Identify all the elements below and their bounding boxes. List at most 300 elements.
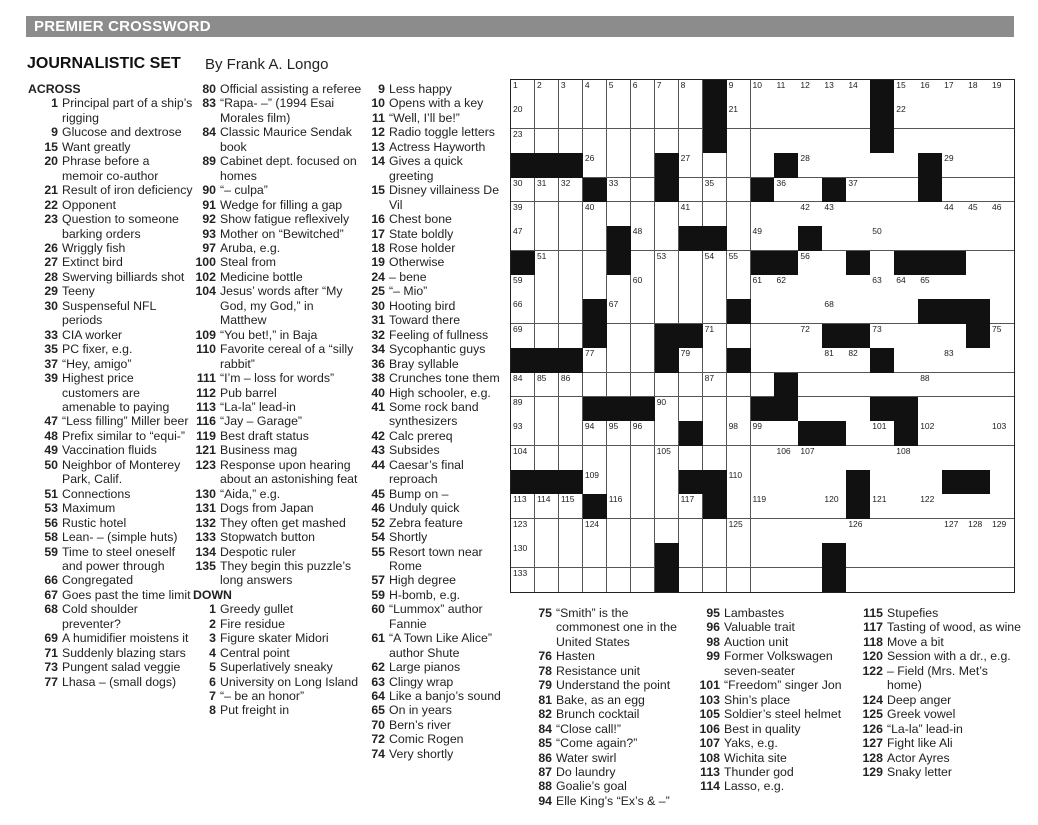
clue[interactable]: [193, 617, 363, 631]
grid-cell[interactable]: [990, 251, 1014, 276]
grid-cell[interactable]: [511, 178, 535, 203]
grid-cell[interactable]: [703, 397, 727, 422]
grid-cell[interactable]: [990, 494, 1014, 519]
grid-cell[interactable]: [679, 373, 703, 398]
grid-cell[interactable]: [990, 129, 1014, 154]
grid-cell[interactable]: [846, 568, 870, 592]
grid-cell[interactable]: [631, 519, 655, 544]
grid-cell[interactable]: [607, 153, 631, 178]
grid-cell[interactable]: [559, 421, 583, 446]
grid-cell[interactable]: [511, 226, 535, 251]
clue[interactable]: [193, 154, 363, 183]
grid-cell[interactable]: [990, 397, 1014, 422]
clue[interactable]: [692, 620, 857, 634]
grid-cell[interactable]: [774, 275, 798, 300]
clue[interactable]: [360, 342, 510, 356]
clue[interactable]: [856, 765, 1021, 779]
grid-cell[interactable]: [774, 226, 798, 251]
grid-cell[interactable]: [703, 446, 727, 471]
grid-cell[interactable]: [846, 104, 870, 129]
clue[interactable]: [28, 357, 193, 371]
grid-cell[interactable]: [918, 275, 942, 300]
clue[interactable]: [193, 689, 363, 703]
grid-cell[interactable]: [655, 470, 679, 495]
clue[interactable]: [692, 635, 857, 649]
grid-cell[interactable]: [822, 446, 846, 471]
grid-cell[interactable]: [918, 470, 942, 495]
grid-cell[interactable]: [966, 348, 990, 373]
grid-cell[interactable]: [870, 494, 894, 519]
clue[interactable]: [28, 140, 193, 154]
grid-cell[interactable]: [774, 178, 798, 203]
grid-cell[interactable]: [822, 153, 846, 178]
grid-cell[interactable]: [511, 324, 535, 349]
grid-cell[interactable]: [966, 153, 990, 178]
grid-cell[interactable]: [535, 80, 559, 105]
grid-cell[interactable]: [511, 80, 535, 105]
grid-cell[interactable]: [511, 397, 535, 422]
grid-cell[interactable]: [822, 226, 846, 251]
clue[interactable]: [193, 198, 363, 212]
grid-cell[interactable]: [583, 470, 607, 495]
clue[interactable]: [28, 660, 193, 674]
grid-cell[interactable]: [751, 348, 775, 373]
grid-cell[interactable]: [559, 568, 583, 592]
clue[interactable]: [520, 707, 695, 721]
crossword-grid[interactable]: [510, 79, 1015, 593]
grid-cell[interactable]: [966, 446, 990, 471]
clue[interactable]: [360, 675, 510, 689]
grid-cell[interactable]: [535, 226, 559, 251]
grid-cell[interactable]: [679, 568, 703, 592]
grid-cell[interactable]: [751, 153, 775, 178]
grid-cell[interactable]: [942, 568, 966, 592]
clue[interactable]: [360, 602, 510, 631]
grid-cell[interactable]: [894, 470, 918, 495]
clue[interactable]: [360, 96, 510, 110]
clue[interactable]: [692, 736, 857, 750]
clue[interactable]: [28, 414, 193, 428]
clue[interactable]: [193, 386, 363, 400]
grid-cell[interactable]: [942, 373, 966, 398]
clue[interactable]: [520, 649, 695, 663]
grid-cell[interactable]: [774, 299, 798, 324]
grid-cell[interactable]: [942, 226, 966, 251]
grid-cell[interactable]: [846, 446, 870, 471]
grid-cell[interactable]: [822, 275, 846, 300]
grid-cell[interactable]: [703, 202, 727, 227]
grid-cell[interactable]: [918, 324, 942, 349]
grid-cell[interactable]: [942, 397, 966, 422]
clue[interactable]: [360, 357, 510, 371]
grid-cell[interactable]: [655, 129, 679, 154]
grid-cell[interactable]: [727, 202, 751, 227]
clue[interactable]: [28, 270, 193, 284]
clue[interactable]: [692, 779, 857, 793]
grid-cell[interactable]: [870, 470, 894, 495]
grid-cell[interactable]: [727, 470, 751, 495]
grid-cell[interactable]: [679, 153, 703, 178]
clue[interactable]: [520, 736, 695, 750]
grid-cell[interactable]: [798, 80, 822, 105]
grid-cell[interactable]: [583, 202, 607, 227]
grid-cell[interactable]: [942, 80, 966, 105]
grid-cell[interactable]: [870, 226, 894, 251]
grid-cell[interactable]: [846, 421, 870, 446]
clue[interactable]: [360, 516, 510, 530]
grid-cell[interactable]: [966, 226, 990, 251]
clue[interactable]: [28, 241, 193, 255]
grid-cell[interactable]: [631, 543, 655, 568]
clue[interactable]: [28, 631, 193, 645]
clue[interactable]: [28, 429, 193, 443]
clue[interactable]: [28, 545, 193, 574]
grid-cell[interactable]: [727, 129, 751, 154]
clue[interactable]: [193, 631, 363, 645]
grid-cell[interactable]: [607, 299, 631, 324]
grid-cell[interactable]: [655, 421, 679, 446]
grid-cell[interactable]: [798, 519, 822, 544]
grid-cell[interactable]: [798, 129, 822, 154]
clue[interactable]: [360, 212, 510, 226]
clue[interactable]: [193, 429, 363, 443]
grid-cell[interactable]: [703, 519, 727, 544]
grid-cell[interactable]: [511, 299, 535, 324]
grid-cell[interactable]: [918, 568, 942, 592]
grid-cell[interactable]: [990, 104, 1014, 129]
clue[interactable]: [193, 328, 363, 342]
grid-cell[interactable]: [774, 543, 798, 568]
grid-cell[interactable]: [679, 129, 703, 154]
grid-cell[interactable]: [631, 470, 655, 495]
grid-cell[interactable]: [607, 470, 631, 495]
clue[interactable]: [360, 588, 510, 602]
clue[interactable]: [520, 678, 695, 692]
grid-cell[interactable]: [918, 348, 942, 373]
grid-cell[interactable]: [798, 397, 822, 422]
clue[interactable]: [193, 660, 363, 674]
grid-cell[interactable]: [583, 104, 607, 129]
clue[interactable]: [28, 675, 193, 689]
grid-cell[interactable]: [751, 275, 775, 300]
grid-cell[interactable]: [607, 446, 631, 471]
grid-cell[interactable]: [894, 373, 918, 398]
grid-cell[interactable]: [679, 397, 703, 422]
grid-cell[interactable]: [798, 104, 822, 129]
grid-cell[interactable]: [511, 494, 535, 519]
clue[interactable]: [520, 722, 695, 736]
grid-cell[interactable]: [822, 494, 846, 519]
clue[interactable]: [28, 602, 193, 631]
grid-cell[interactable]: [751, 421, 775, 446]
grid-cell[interactable]: [990, 373, 1014, 398]
clue[interactable]: [193, 212, 363, 226]
clue[interactable]: [28, 342, 193, 356]
grid-cell[interactable]: [798, 446, 822, 471]
clue[interactable]: [692, 678, 857, 692]
grid-cell[interactable]: [727, 178, 751, 203]
grid-cell[interactable]: [655, 494, 679, 519]
grid-cell[interactable]: [751, 104, 775, 129]
grid-cell[interactable]: [655, 373, 679, 398]
clue[interactable]: [360, 82, 510, 96]
grid-cell[interactable]: [703, 568, 727, 592]
grid-cell[interactable]: [535, 397, 559, 422]
grid-cell[interactable]: [918, 373, 942, 398]
grid-cell[interactable]: [727, 251, 751, 276]
clue[interactable]: [28, 183, 193, 197]
grid-cell[interactable]: [751, 129, 775, 154]
grid-cell[interactable]: [679, 543, 703, 568]
grid-cell[interactable]: [703, 153, 727, 178]
grid-cell[interactable]: [846, 129, 870, 154]
grid-cell[interactable]: [966, 129, 990, 154]
grid-cell[interactable]: [703, 348, 727, 373]
grid-cell[interactable]: [942, 543, 966, 568]
grid-cell[interactable]: [631, 129, 655, 154]
clue[interactable]: [856, 736, 1021, 750]
clue[interactable]: [692, 722, 857, 736]
grid-cell[interactable]: [798, 202, 822, 227]
grid-cell[interactable]: [942, 348, 966, 373]
clue[interactable]: [28, 501, 193, 515]
grid-cell[interactable]: [703, 543, 727, 568]
grid-cell[interactable]: [727, 446, 751, 471]
clue[interactable]: [360, 371, 510, 385]
grid-cell[interactable]: [942, 494, 966, 519]
grid-cell[interactable]: [511, 446, 535, 471]
clue[interactable]: [856, 635, 1021, 649]
clue[interactable]: [28, 371, 193, 414]
clue[interactable]: [193, 414, 363, 428]
grid-cell[interactable]: [798, 153, 822, 178]
grid-cell[interactable]: [727, 80, 751, 105]
grid-cell[interactable]: [894, 104, 918, 129]
clue[interactable]: [856, 606, 1021, 620]
clue[interactable]: [28, 588, 193, 602]
grid-cell[interactable]: [990, 153, 1014, 178]
clue[interactable]: [193, 125, 363, 154]
clue[interactable]: [360, 270, 510, 284]
grid-cell[interactable]: [559, 251, 583, 276]
clue[interactable]: [360, 400, 510, 429]
clue[interactable]: [28, 96, 193, 125]
clue[interactable]: [360, 732, 510, 746]
grid-cell[interactable]: [631, 202, 655, 227]
clue[interactable]: [692, 751, 857, 765]
grid-cell[interactable]: [583, 543, 607, 568]
grid-cell[interactable]: [870, 251, 894, 276]
clue[interactable]: [360, 154, 510, 183]
grid-cell[interactable]: [774, 324, 798, 349]
grid-cell[interactable]: [535, 251, 559, 276]
clue[interactable]: [193, 501, 363, 515]
grid-cell[interactable]: [894, 178, 918, 203]
clue[interactable]: [193, 516, 363, 530]
grid-cell[interactable]: [511, 373, 535, 398]
grid-cell[interactable]: [942, 153, 966, 178]
grid-cell[interactable]: [822, 202, 846, 227]
grid-cell[interactable]: [535, 421, 559, 446]
grid-cell[interactable]: [822, 299, 846, 324]
grid-cell[interactable]: [559, 202, 583, 227]
grid-cell[interactable]: [798, 470, 822, 495]
clue[interactable]: [360, 545, 510, 574]
grid-cell[interactable]: [535, 324, 559, 349]
grid-cell[interactable]: [942, 129, 966, 154]
grid-cell[interactable]: [918, 80, 942, 105]
grid-cell[interactable]: [751, 494, 775, 519]
grid-cell[interactable]: [822, 519, 846, 544]
clue[interactable]: [360, 241, 510, 255]
grid-cell[interactable]: [655, 202, 679, 227]
grid-cell[interactable]: [727, 494, 751, 519]
grid-cell[interactable]: [918, 397, 942, 422]
grid-cell[interactable]: [679, 519, 703, 544]
grid-cell[interactable]: [798, 178, 822, 203]
grid-cell[interactable]: [559, 543, 583, 568]
grid-cell[interactable]: [870, 299, 894, 324]
grid-cell[interactable]: [966, 178, 990, 203]
grid-cell[interactable]: [774, 470, 798, 495]
clue[interactable]: [193, 270, 363, 284]
grid-cell[interactable]: [918, 543, 942, 568]
clue[interactable]: [28, 255, 193, 269]
clue[interactable]: [520, 693, 695, 707]
grid-cell[interactable]: [894, 543, 918, 568]
grid-cell[interactable]: [559, 373, 583, 398]
clue[interactable]: [193, 646, 363, 660]
grid-cell[interactable]: [631, 178, 655, 203]
grid-cell[interactable]: [894, 226, 918, 251]
grid-cell[interactable]: [727, 373, 751, 398]
grid-cell[interactable]: [727, 519, 751, 544]
grid-cell[interactable]: [966, 251, 990, 276]
grid-cell[interactable]: [535, 543, 559, 568]
clue[interactable]: [193, 82, 363, 96]
grid-cell[interactable]: [942, 202, 966, 227]
clue[interactable]: [360, 660, 510, 674]
grid-cell[interactable]: [751, 299, 775, 324]
clue[interactable]: [856, 707, 1021, 721]
grid-cell[interactable]: [751, 324, 775, 349]
clue[interactable]: [28, 646, 193, 660]
clue[interactable]: [360, 718, 510, 732]
grid-cell[interactable]: [918, 129, 942, 154]
grid-cell[interactable]: [870, 275, 894, 300]
clue[interactable]: [193, 458, 363, 487]
grid-cell[interactable]: [535, 519, 559, 544]
grid-cell[interactable]: [990, 299, 1014, 324]
grid-cell[interactable]: [918, 202, 942, 227]
clue[interactable]: [28, 125, 193, 139]
grid-cell[interactable]: [535, 568, 559, 592]
grid-cell[interactable]: [655, 299, 679, 324]
clue[interactable]: [193, 703, 363, 717]
grid-cell[interactable]: [798, 373, 822, 398]
grid-cell[interactable]: [511, 519, 535, 544]
clue[interactable]: [360, 313, 510, 327]
grid-cell[interactable]: [607, 494, 631, 519]
grid-cell[interactable]: [774, 129, 798, 154]
grid-cell[interactable]: [583, 226, 607, 251]
clue[interactable]: [360, 689, 510, 703]
grid-cell[interactable]: [631, 251, 655, 276]
grid-cell[interactable]: [966, 373, 990, 398]
grid-cell[interactable]: [966, 202, 990, 227]
grid-cell[interactable]: [703, 299, 727, 324]
grid-cell[interactable]: [966, 104, 990, 129]
grid-cell[interactable]: [846, 202, 870, 227]
grid-cell[interactable]: [631, 446, 655, 471]
grid-cell[interactable]: [703, 275, 727, 300]
grid-cell[interactable]: [990, 226, 1014, 251]
grid-cell[interactable]: [631, 226, 655, 251]
grid-cell[interactable]: [751, 373, 775, 398]
clue[interactable]: [193, 227, 363, 241]
grid-cell[interactable]: [966, 568, 990, 592]
grid-cell[interactable]: [751, 470, 775, 495]
grid-cell[interactable]: [966, 494, 990, 519]
grid-cell[interactable]: [918, 494, 942, 519]
clue[interactable]: [360, 530, 510, 544]
grid-cell[interactable]: [583, 373, 607, 398]
clue[interactable]: [856, 693, 1021, 707]
grid-cell[interactable]: [990, 202, 1014, 227]
grid-cell[interactable]: [774, 202, 798, 227]
grid-cell[interactable]: [846, 80, 870, 105]
grid-cell[interactable]: [918, 421, 942, 446]
grid-cell[interactable]: [894, 299, 918, 324]
clue[interactable]: [692, 693, 857, 707]
grid-cell[interactable]: [942, 421, 966, 446]
clue[interactable]: [520, 751, 695, 765]
grid-cell[interactable]: [966, 519, 990, 544]
grid-cell[interactable]: [751, 202, 775, 227]
grid-cell[interactable]: [655, 226, 679, 251]
grid-cell[interactable]: [511, 568, 535, 592]
grid-cell[interactable]: [703, 178, 727, 203]
clue[interactable]: [520, 779, 695, 793]
grid-cell[interactable]: [559, 446, 583, 471]
clue[interactable]: [28, 212, 193, 241]
grid-cell[interactable]: [559, 80, 583, 105]
grid-cell[interactable]: [822, 104, 846, 129]
grid-cell[interactable]: [846, 275, 870, 300]
grid-cell[interactable]: [583, 251, 607, 276]
grid-cell[interactable]: [559, 275, 583, 300]
grid-cell[interactable]: [894, 519, 918, 544]
grid-cell[interactable]: [583, 153, 607, 178]
grid-cell[interactable]: [559, 324, 583, 349]
grid-cell[interactable]: [942, 275, 966, 300]
grid-cell[interactable]: [631, 373, 655, 398]
grid-cell[interactable]: [822, 397, 846, 422]
grid-cell[interactable]: [559, 129, 583, 154]
grid-cell[interactable]: [894, 275, 918, 300]
grid-cell[interactable]: [894, 494, 918, 519]
grid-cell[interactable]: [679, 275, 703, 300]
clue[interactable]: [520, 664, 695, 678]
grid-cell[interactable]: [894, 153, 918, 178]
grid-cell[interactable]: [607, 543, 631, 568]
grid-cell[interactable]: [846, 226, 870, 251]
grid-cell[interactable]: [966, 421, 990, 446]
grid-cell[interactable]: [870, 324, 894, 349]
grid-cell[interactable]: [798, 543, 822, 568]
grid-cell[interactable]: [846, 397, 870, 422]
grid-cell[interactable]: [631, 421, 655, 446]
